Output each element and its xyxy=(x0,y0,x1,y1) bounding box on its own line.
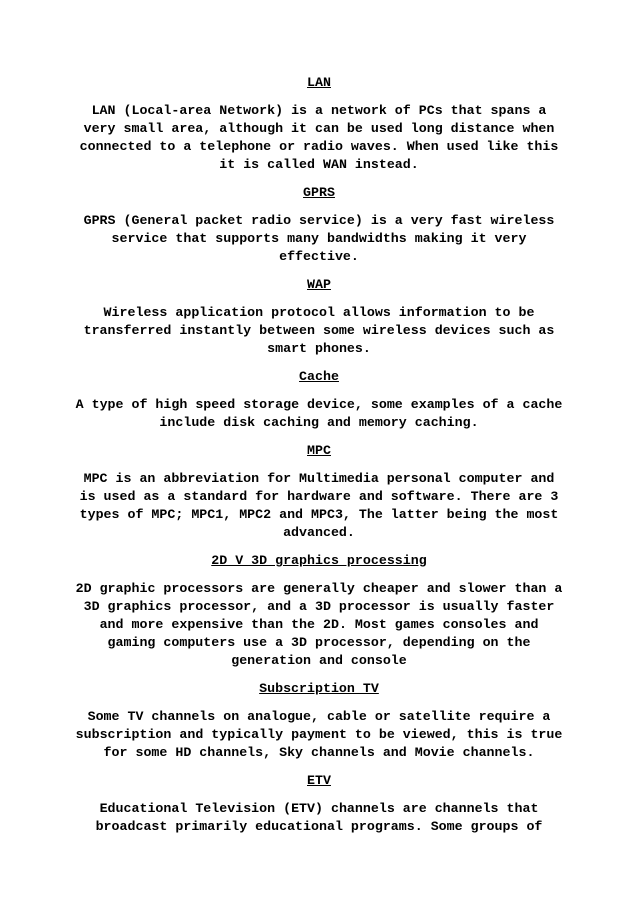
section-body: GPRS (General packet radio service) is a very fast wireless service that supports many bandwidths making it very effective. xyxy=(83,213,555,264)
section-mpc xyxy=(72,442,566,542)
section-heading: ETV xyxy=(307,773,331,788)
section-heading: MPC xyxy=(307,443,331,458)
section-body: A type of high speed storage device, some examples of a cache include disk caching and memory caching. xyxy=(75,397,563,430)
section-wap xyxy=(72,276,566,358)
section-body: MPC is an abbreviation for Multimedia personal computer and is used as a standard for hardware and software. There are 3 types of MPC; MPC1, MPC2 and MPC3, The latter being the most advanced. xyxy=(79,471,559,540)
section-subscription-tv xyxy=(72,680,566,762)
section-body: 2D graphic processors are generally cheaper and slower than a 3D graphics processor, and a 3D processor is usually faster and more expensive than the 2D. Most games consoles and gaming computers use a 3D processor, depending on the generation and console xyxy=(75,581,563,668)
section-graphics-processing xyxy=(72,552,566,670)
section-etv xyxy=(72,772,566,836)
section-heading: WAP xyxy=(307,277,331,292)
section-heading: LAN xyxy=(307,75,331,90)
section-heading: Subscription TV xyxy=(259,681,379,696)
section-lan xyxy=(72,74,566,174)
section-body: LAN (Local-area Network) is a network of PCs that spans a very small area, although it can be used long distance when connected to a telephone or radio waves. When used like this it is called WAN instead. xyxy=(79,103,559,172)
section-gprs xyxy=(72,184,566,266)
section-heading: 2D V 3D graphics processing xyxy=(211,553,427,568)
section-heading: Cache xyxy=(299,369,339,384)
section-body: Some TV channels on analogue, cable or satellite require a subscription and typically payment to be viewed, this is true for some HD channels, Sky channels and Movie channels. xyxy=(75,709,563,760)
section-heading: GPRS xyxy=(303,185,335,200)
section-body: Educational Television (ETV) channels are channels that broadcast primarily educational programs. Some groups of xyxy=(95,801,543,834)
section-body: Wireless application protocol allows information to be transferred instantly between some wireless devices such as smart phones. xyxy=(83,305,555,356)
section-cache xyxy=(72,368,566,432)
